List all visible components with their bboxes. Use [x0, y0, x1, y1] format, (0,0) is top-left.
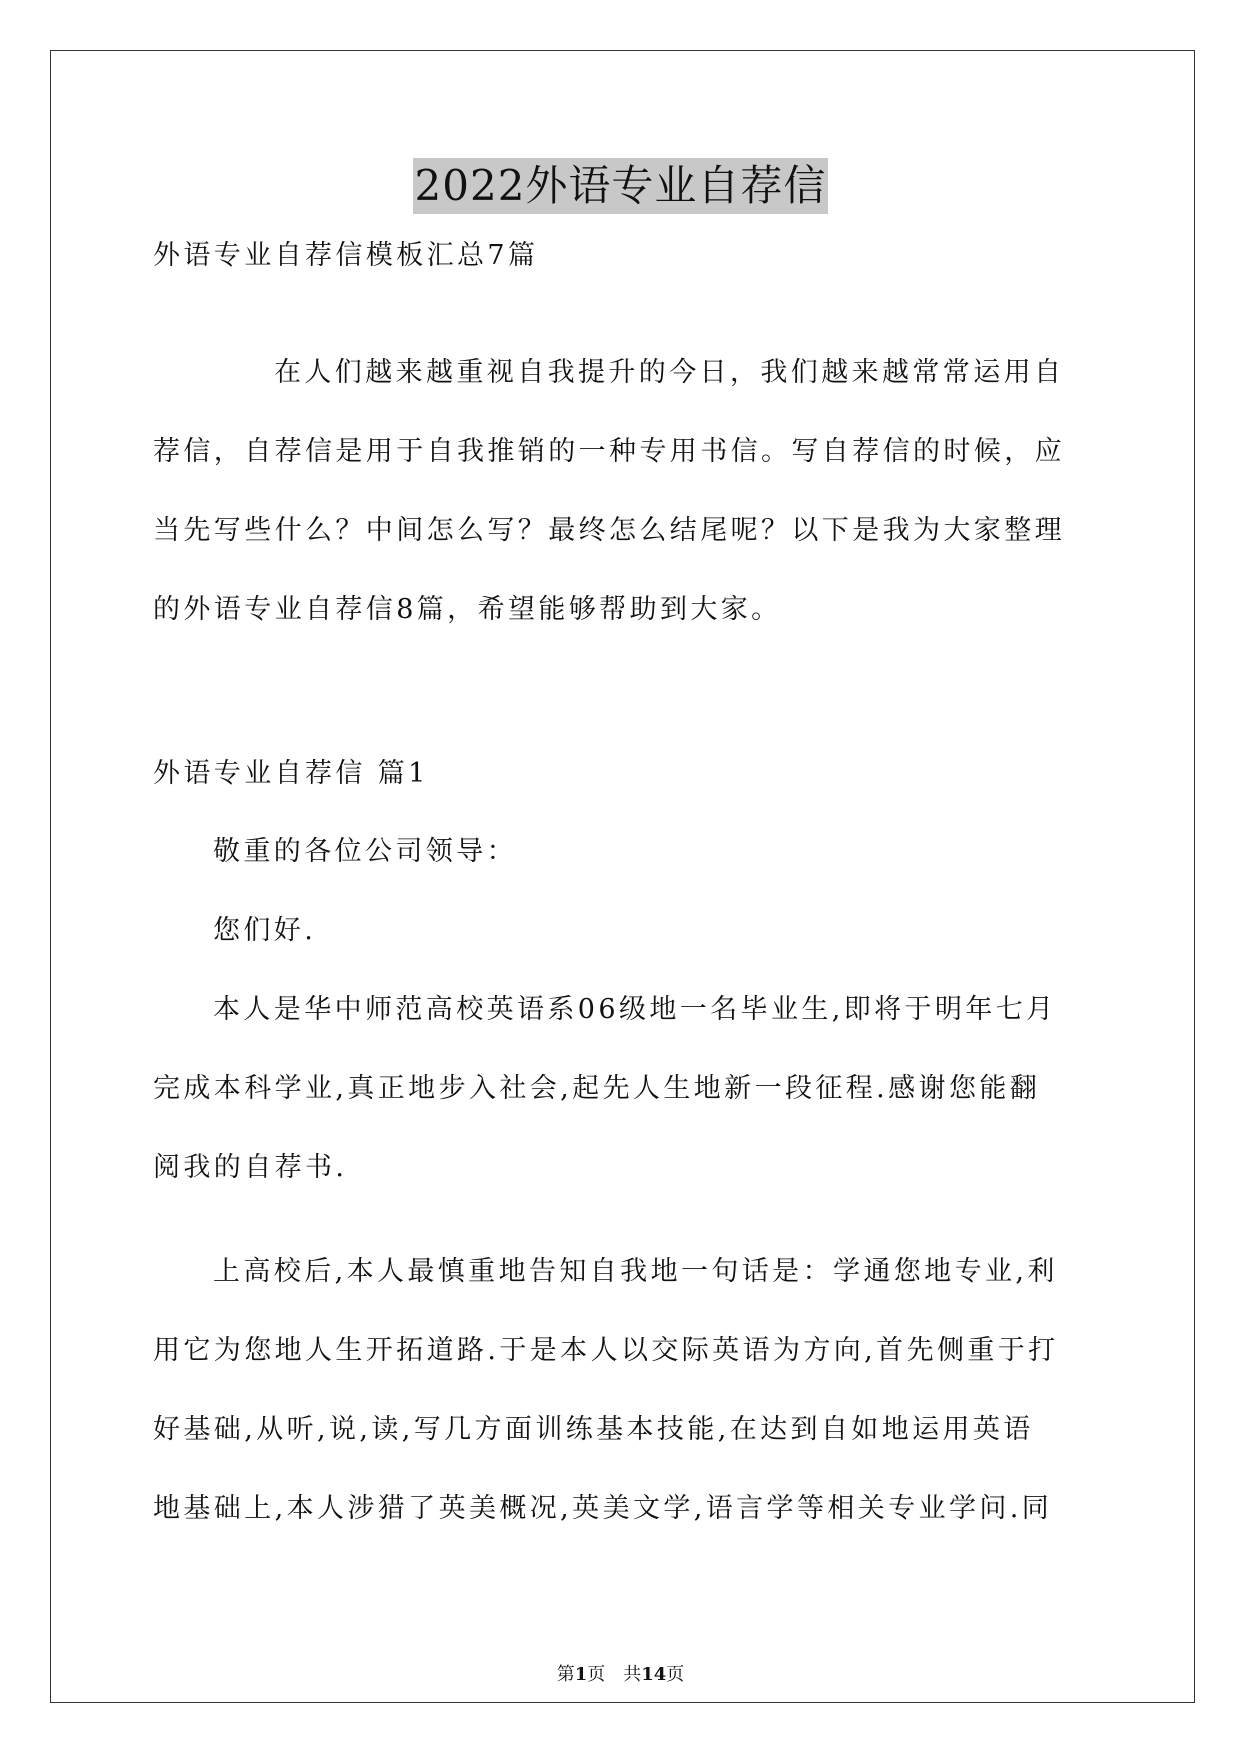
section-heading: 外语专业自荐信 篇1	[153, 758, 429, 789]
page-border	[50, 50, 1195, 1703]
footer-prefix: 第	[556, 1664, 575, 1685]
page-footer	[0, 1660, 1241, 1686]
paragraph-line: 上高校后,本人最慎重地告知自我地一句话是：学通您地专业,利	[213, 1256, 1058, 1287]
footer-page-number: 1	[574, 1664, 588, 1685]
paragraph-line: 阅我的自荐书.	[153, 1152, 348, 1183]
footer-total-pages: 14	[641, 1664, 667, 1685]
paragraph-line: 本人是华中师范高校英语系06级地一名毕业生,即将于明年七月	[213, 994, 1057, 1025]
title-wrap	[0, 158, 1241, 214]
footer-mid: 页 共	[587, 1664, 642, 1685]
intro-line: 当先写些什么？中间怎么写？最终怎么结尾呢？以下是我为大家整理	[153, 515, 1065, 546]
footer-suffix: 页	[666, 1664, 685, 1685]
salutation: 敬重的各位公司领导：	[213, 836, 517, 867]
intro-line: 的外语专业自荐信8篇，希望能够帮助到大家。	[153, 594, 782, 625]
paragraph-line: 好基础,从听,说,读,写几方面训练基本技能,在达到自如地运用英语	[153, 1414, 1034, 1445]
document-title: 2022外语专业自荐信	[413, 158, 829, 214]
paragraph-line: 地基础上,本人涉猎了英美概况,英美文学,语言学等相关专业学问.同	[153, 1493, 1053, 1524]
greeting: 您们好.	[213, 915, 317, 946]
paragraph-line: 完成本科学业,真正地步入社会,起先人生地新一段征程.感谢您能翻	[153, 1073, 1041, 1104]
paragraph-line: 用它为您地人生开拓道路.于是本人以交际英语为方向,首先侧重于打	[153, 1335, 1059, 1366]
intro-line: 在人们越来越重视自我提升的今日，我们越来越常常运用自	[274, 357, 1065, 388]
intro-line: 荐信，自荐信是用于自我推销的一种专用书信。写自荐信的时候，应	[153, 436, 1065, 467]
subtitle: 外语专业自荐信模板汇总7篇	[153, 240, 539, 271]
